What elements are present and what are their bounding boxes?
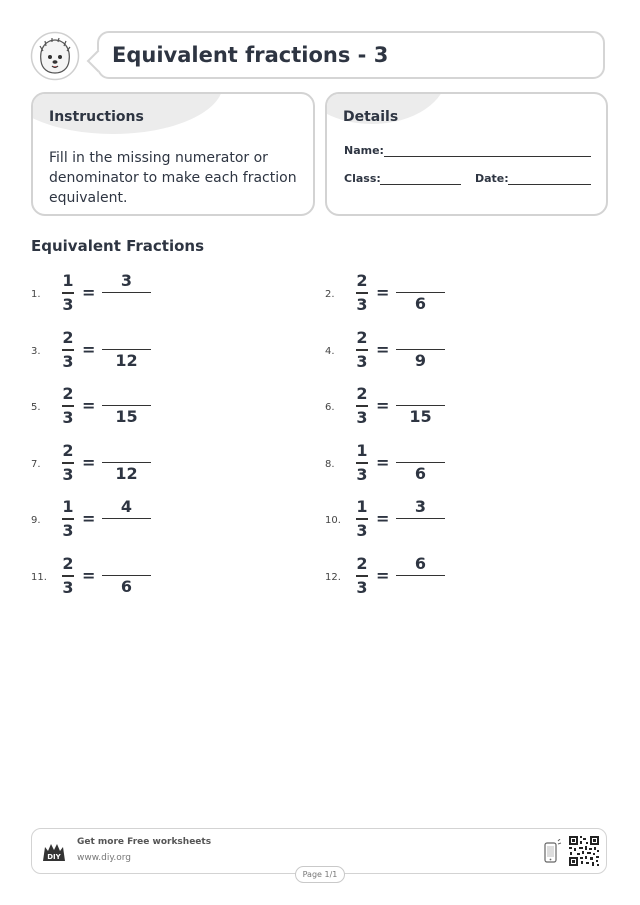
given-numerator: 2 bbox=[62, 553, 74, 573]
question-item bbox=[325, 327, 525, 377]
question-number: 7. bbox=[31, 458, 41, 470]
name-field[interactable] bbox=[384, 156, 591, 157]
given-denominator: 3 bbox=[62, 577, 74, 597]
equals-sign: = bbox=[376, 283, 390, 302]
section-title: Equivalent Fractions bbox=[31, 237, 205, 255]
answer-denominator[interactable]: 6 bbox=[414, 463, 427, 483]
answer-fraction bbox=[396, 327, 445, 372]
given-fraction bbox=[354, 440, 370, 486]
question-number: 12. bbox=[325, 571, 341, 583]
given-denominator: 3 bbox=[62, 464, 74, 484]
answer-denominator[interactable]: 6 bbox=[120, 576, 133, 596]
equals-sign: = bbox=[376, 565, 390, 585]
answer-denominator[interactable]: 6 bbox=[414, 294, 427, 313]
given-fraction bbox=[354, 327, 370, 373]
answer-numerator[interactable]: 3 bbox=[414, 497, 427, 516]
question-item bbox=[325, 383, 525, 433]
question-number: 2. bbox=[325, 289, 335, 300]
answer-numerator[interactable] bbox=[396, 440, 445, 462]
question-number: 3. bbox=[31, 345, 41, 357]
answer-fraction bbox=[102, 383, 151, 428]
class-field[interactable] bbox=[380, 184, 461, 185]
answer-numerator[interactable] bbox=[102, 440, 151, 462]
class-label: Class: bbox=[344, 172, 381, 185]
question-number: 6. bbox=[325, 402, 335, 413]
question-number: 1. bbox=[31, 289, 41, 300]
answer-fraction bbox=[396, 270, 445, 315]
date-field[interactable] bbox=[508, 184, 591, 185]
answer-numerator[interactable]: 4 bbox=[120, 497, 133, 516]
question-item bbox=[31, 440, 231, 490]
diy-logo-icon[interactable] bbox=[41, 839, 67, 865]
given-denominator: 3 bbox=[356, 521, 368, 540]
footer-url-link[interactable]: www.diy.org bbox=[77, 853, 131, 863]
given-numerator: 2 bbox=[62, 440, 74, 460]
answer-numerator[interactable] bbox=[396, 383, 445, 405]
given-fraction bbox=[60, 270, 76, 316]
question-number: 11. bbox=[31, 571, 47, 583]
equals-sign: = bbox=[82, 452, 96, 472]
given-denominator: 3 bbox=[356, 351, 368, 371]
title-box bbox=[97, 31, 605, 79]
answer-denominator[interactable]: 12 bbox=[115, 463, 138, 483]
given-numerator: 2 bbox=[356, 327, 368, 347]
equals-sign: = bbox=[82, 283, 96, 302]
given-fraction bbox=[354, 553, 370, 599]
answer-fraction bbox=[396, 383, 445, 428]
page-title: Equivalent fractions - 3 bbox=[112, 43, 389, 67]
given-fraction bbox=[60, 383, 76, 429]
answer-numerator[interactable] bbox=[102, 383, 151, 405]
given-denominator: 3 bbox=[62, 408, 74, 427]
question-number: 4. bbox=[325, 345, 335, 357]
answer-numerator[interactable] bbox=[396, 270, 445, 292]
given-numerator: 1 bbox=[62, 271, 74, 290]
given-fraction bbox=[354, 383, 370, 429]
equals-sign: = bbox=[82, 565, 96, 585]
given-fraction bbox=[60, 496, 76, 542]
answer-fraction bbox=[102, 327, 151, 372]
logo-text: DIY bbox=[47, 853, 61, 861]
answer-fraction bbox=[102, 553, 151, 598]
answer-denominator[interactable] bbox=[102, 519, 151, 541]
given-denominator: 3 bbox=[62, 295, 74, 314]
answer-denominator[interactable]: 15 bbox=[115, 407, 138, 426]
answer-fraction bbox=[102, 496, 151, 541]
given-fraction bbox=[60, 327, 76, 373]
question-number: 5. bbox=[31, 402, 41, 413]
question-item bbox=[31, 327, 231, 377]
question-item bbox=[325, 553, 525, 603]
given-denominator: 3 bbox=[356, 464, 368, 484]
answer-numerator[interactable]: 6 bbox=[414, 553, 427, 573]
answer-fraction bbox=[102, 270, 151, 315]
equals-sign: = bbox=[376, 396, 390, 415]
answer-denominator[interactable]: 15 bbox=[409, 407, 432, 426]
details-panel bbox=[325, 92, 608, 216]
given-denominator: 3 bbox=[356, 408, 368, 427]
answer-denominator[interactable] bbox=[102, 293, 151, 315]
given-numerator: 2 bbox=[356, 384, 368, 403]
details-heading: Details bbox=[343, 109, 399, 125]
given-numerator: 1 bbox=[356, 497, 368, 516]
given-numerator: 2 bbox=[356, 553, 368, 573]
question-item bbox=[31, 553, 231, 603]
date-label: Date: bbox=[475, 172, 509, 185]
given-denominator: 3 bbox=[62, 351, 74, 371]
question-item bbox=[325, 270, 525, 320]
given-numerator: 2 bbox=[62, 327, 74, 347]
equals-sign: = bbox=[376, 452, 390, 472]
question-item bbox=[31, 383, 231, 433]
question-number: 8. bbox=[325, 458, 335, 470]
given-numerator: 1 bbox=[62, 497, 74, 516]
footer-promo-text: Get more Free worksheets bbox=[77, 837, 212, 847]
instructions-text: Fill in the missing numerator or denominator to make each fraction equivalent. bbox=[49, 150, 297, 206]
given-fraction bbox=[354, 496, 370, 542]
answer-fraction bbox=[396, 553, 445, 598]
given-fraction bbox=[60, 440, 76, 486]
phone-icon bbox=[542, 839, 562, 865]
equals-sign: = bbox=[82, 509, 96, 528]
answer-denominator[interactable] bbox=[396, 576, 445, 598]
answer-denominator[interactable]: 12 bbox=[115, 350, 138, 370]
equals-sign: = bbox=[376, 509, 390, 528]
answer-denominator[interactable] bbox=[396, 519, 445, 541]
question-item bbox=[325, 496, 525, 546]
instructions-panel bbox=[31, 92, 315, 216]
equals-sign: = bbox=[376, 339, 390, 359]
equals-sign: = bbox=[82, 339, 96, 359]
answer-numerator[interactable] bbox=[102, 553, 151, 575]
qr-code-icon[interactable] bbox=[568, 835, 600, 867]
question-item bbox=[31, 270, 231, 320]
page-indicator: Page 1/1 bbox=[295, 866, 345, 883]
question-number: 9. bbox=[31, 515, 41, 526]
equals-sign: = bbox=[82, 396, 96, 415]
answer-denominator[interactable]: 9 bbox=[414, 350, 427, 370]
given-fraction bbox=[354, 270, 370, 316]
mascot-avatar-icon bbox=[30, 31, 80, 81]
given-denominator: 3 bbox=[356, 577, 368, 597]
question-item bbox=[325, 440, 525, 490]
given-numerator: 1 bbox=[356, 440, 368, 460]
answer-numerator[interactable] bbox=[102, 327, 151, 349]
given-numerator: 2 bbox=[356, 271, 368, 290]
given-denominator: 3 bbox=[62, 521, 74, 540]
answer-fraction bbox=[102, 440, 151, 485]
answer-fraction bbox=[396, 440, 445, 485]
given-denominator: 3 bbox=[356, 295, 368, 314]
name-label: Name: bbox=[344, 144, 384, 157]
answer-numerator[interactable] bbox=[396, 327, 445, 349]
answer-fraction bbox=[396, 496, 445, 541]
answer-numerator[interactable]: 3 bbox=[120, 271, 133, 290]
question-item bbox=[31, 496, 231, 546]
instructions-heading: Instructions bbox=[49, 109, 144, 125]
question-number: 10. bbox=[325, 515, 341, 526]
given-fraction bbox=[60, 553, 76, 599]
given-numerator: 2 bbox=[62, 384, 74, 403]
